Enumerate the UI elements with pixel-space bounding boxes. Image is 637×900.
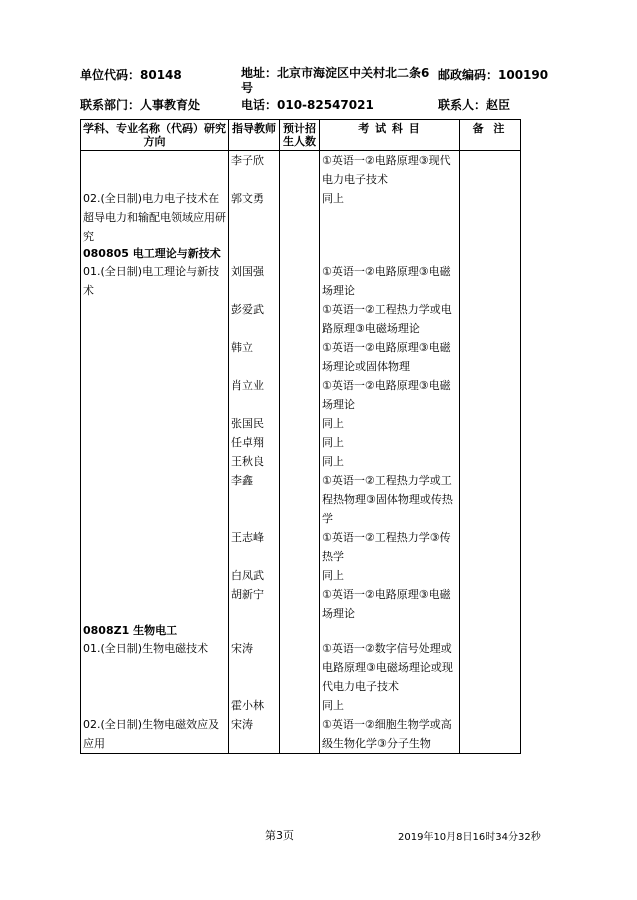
exam-cell: 同上 xyxy=(320,696,460,715)
direction-cell xyxy=(81,151,229,190)
direction-cell xyxy=(81,585,229,623)
count-cell xyxy=(280,623,320,639)
note-cell xyxy=(460,151,521,190)
exam-cell: 同上 xyxy=(320,414,460,433)
teacher-cell: 李子欣 xyxy=(229,151,280,190)
exam-cell: ①英语一②工程热力学③传热学 xyxy=(320,528,460,566)
count-cell xyxy=(280,300,320,338)
count-cell xyxy=(280,696,320,715)
table-row xyxy=(81,376,521,414)
direction-cell xyxy=(81,338,229,376)
note-cell xyxy=(460,715,521,754)
note-cell xyxy=(460,300,521,338)
enrollment-table xyxy=(80,119,521,754)
direction-cell: 01.(全日制)生物电磁技术 xyxy=(81,639,229,696)
count-cell xyxy=(280,585,320,623)
major-title: 080805 电工理论与新技术 xyxy=(81,246,229,262)
count-cell xyxy=(280,528,320,566)
exam-cell: ①英语一②电路原理③电磁场理论或固体物理 xyxy=(320,338,460,376)
col-header-note: 备 注 xyxy=(460,120,521,151)
page-number: 第3页 xyxy=(265,829,294,842)
table-row xyxy=(81,471,521,528)
exam-cell xyxy=(320,623,460,639)
address: 地址：北京市海淀区中关村北二条6号 xyxy=(241,66,430,95)
note-cell xyxy=(460,452,521,471)
teacher-cell: 郭文勇 xyxy=(229,189,280,246)
direction-cell xyxy=(81,414,229,433)
teacher-cell: 宋涛 xyxy=(229,715,280,754)
exam-cell: 同上 xyxy=(320,452,460,471)
count-cell xyxy=(280,414,320,433)
teacher-cell: 胡新宁 xyxy=(229,585,280,623)
teacher-cell: 王志峰 xyxy=(229,528,280,566)
contact-person: 联系人：赵臣 xyxy=(438,98,511,112)
teacher-cell: 霍小林 xyxy=(229,696,280,715)
note-cell xyxy=(460,189,521,246)
major-title: 0808Z1 生物电工 xyxy=(81,623,229,639)
exam-cell: ①英语一②电路原理③电磁场理论 xyxy=(320,262,460,300)
exam-cell: ①英语一②工程热力学或工程热物理③固体物理或传热学 xyxy=(320,471,460,528)
table-row xyxy=(81,300,521,338)
teacher-cell: 张国民 xyxy=(229,414,280,433)
col-header-count: 预计招生人数 xyxy=(280,120,320,151)
teacher-cell: 刘国强 xyxy=(229,262,280,300)
exam-cell: ①英语一②电路原理③电磁场理论 xyxy=(320,376,460,414)
teacher-cell: 李鑫 xyxy=(229,471,280,528)
exam-cell: ①英语一②数字信号处理或电路原理③电磁场理论或现代电力电子技术 xyxy=(320,639,460,696)
exam-cell: 同上 xyxy=(320,189,460,246)
table-row xyxy=(81,189,521,246)
teacher-cell: 宋涛 xyxy=(229,639,280,696)
direction-cell xyxy=(81,471,229,528)
major-row xyxy=(81,246,521,262)
count-cell xyxy=(280,338,320,376)
count-cell xyxy=(280,566,320,585)
direction-cell xyxy=(81,376,229,414)
direction-cell: 02.(全日制)生物电磁效应及应用 xyxy=(81,715,229,754)
table-row xyxy=(81,452,521,471)
note-cell xyxy=(460,262,521,300)
note-cell xyxy=(460,623,521,639)
teacher-cell: 韩立 xyxy=(229,338,280,376)
teacher-cell: 白凤武 xyxy=(229,566,280,585)
timestamp: 2019年10月8日16时34分32秒 xyxy=(398,832,541,843)
note-cell xyxy=(460,376,521,414)
exam-cell: 同上 xyxy=(320,566,460,585)
count-cell xyxy=(280,639,320,696)
table-row xyxy=(81,639,521,696)
table-row xyxy=(81,262,521,300)
teacher-cell: 任卓翔 xyxy=(229,433,280,452)
direction-cell xyxy=(81,452,229,471)
direction-cell xyxy=(81,528,229,566)
note-cell xyxy=(460,414,521,433)
note-cell xyxy=(460,585,521,623)
major-row xyxy=(81,623,521,639)
count-cell xyxy=(280,715,320,754)
phone: 电话：010-82547021 xyxy=(241,98,374,112)
count-cell xyxy=(280,189,320,246)
contact-department: 联系部门：人事教育处 xyxy=(80,98,201,112)
direction-cell xyxy=(81,433,229,452)
table-row xyxy=(81,414,521,433)
count-cell xyxy=(280,376,320,414)
note-cell xyxy=(460,639,521,696)
col-header-teacher: 指导教师 xyxy=(229,120,280,151)
table-row xyxy=(81,433,521,452)
exam-cell: ①英语一②工程热力学或电路原理③电磁场理论 xyxy=(320,300,460,338)
unit-code: 单位代码：80148 xyxy=(80,68,182,82)
col-header-exam: 考 试 科 目 xyxy=(320,120,460,151)
count-cell xyxy=(280,471,320,528)
count-cell xyxy=(280,433,320,452)
note-cell xyxy=(460,433,521,452)
table-header-row xyxy=(81,120,521,151)
direction-cell xyxy=(81,300,229,338)
teacher-cell: 王秋良 xyxy=(229,452,280,471)
note-cell xyxy=(460,696,521,715)
exam-cell: ①英语一②电路原理③电磁场理论 xyxy=(320,585,460,623)
note-cell xyxy=(460,471,521,528)
table-row xyxy=(81,715,521,754)
exam-cell: ①英语一②细胞生物学或高级生物化学③分子生物 xyxy=(320,715,460,754)
postcode: 邮政编码：100190 xyxy=(438,68,549,82)
direction-cell xyxy=(81,696,229,715)
exam-cell: 同上 xyxy=(320,433,460,452)
exam-cell: ①英语一②电路原理③现代电力电子技术 xyxy=(320,151,460,190)
table-row xyxy=(81,338,521,376)
teacher-cell: 彭爱武 xyxy=(229,300,280,338)
teacher-cell: 肖立业 xyxy=(229,376,280,414)
note-cell xyxy=(460,246,521,262)
table-row xyxy=(81,528,521,566)
note-cell xyxy=(460,338,521,376)
teacher-cell xyxy=(229,246,280,262)
col-header-major: 学科、专业名称（代码）研究方向 xyxy=(81,120,229,151)
count-cell xyxy=(280,452,320,471)
table-row xyxy=(81,585,521,623)
note-cell xyxy=(460,528,521,566)
direction-cell xyxy=(81,566,229,585)
exam-cell xyxy=(320,246,460,262)
table-row xyxy=(81,566,521,585)
count-cell xyxy=(280,246,320,262)
direction-cell: 02.(全日制)电力电子技术在超导电力和输配电领域应用研究 xyxy=(81,189,229,246)
teacher-cell xyxy=(229,623,280,639)
direction-cell: 01.(全日制)电工理论与新技术 xyxy=(81,262,229,300)
count-cell xyxy=(280,151,320,190)
note-cell xyxy=(460,566,521,585)
count-cell xyxy=(280,262,320,300)
table-row xyxy=(81,696,521,715)
table-row xyxy=(81,151,521,190)
